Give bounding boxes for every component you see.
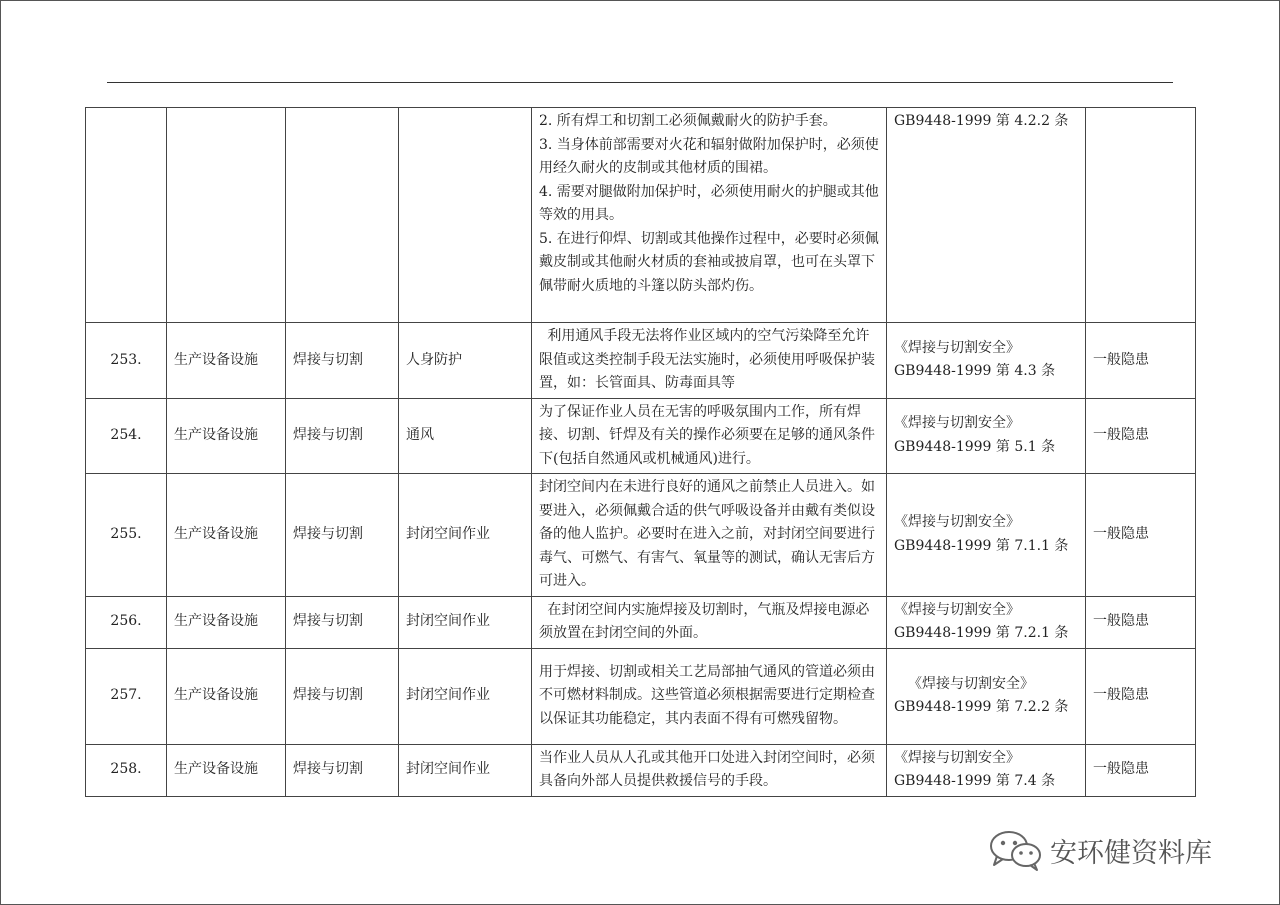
reference-title: 《焊接与切割安全》 xyxy=(894,601,1020,618)
cell-item: 通风 xyxy=(399,398,532,474)
cell-requirement: 在封闭空间内实施焊接及切割时，气瓶及焊接电源必须放置在封闭空间的外面。 xyxy=(532,596,887,648)
cell-reference xyxy=(887,596,1086,648)
table-row xyxy=(86,398,1196,474)
cell-category: 生产设备设施 xyxy=(167,744,286,796)
table-row xyxy=(86,596,1196,648)
cell-requirement xyxy=(532,108,887,323)
cell-level: 一般隐患 xyxy=(1086,648,1196,744)
requirement-line: 2. 所有焊工和切割工必须佩戴耐火的防护手套。 xyxy=(539,113,837,129)
cell-num: 255. xyxy=(86,474,167,597)
reference-title: 《焊接与切割安全》 xyxy=(894,749,1020,766)
reference-title: 《焊接与切割安全》 xyxy=(894,339,1020,356)
cell-subcategory: 焊接与切割 xyxy=(286,474,399,597)
reference-clause: GB9448-1999 第 4.2.2 条 xyxy=(894,113,1069,129)
cell-reference xyxy=(887,648,1086,744)
cell-reference xyxy=(887,474,1086,597)
cell-category: 生产设备设施 xyxy=(167,596,286,648)
cell-requirement: 为了保证作业人员在无害的呼吸氛围内工作，所有焊接、切割、钎焊及有关的操作必须要在足够的通风条件下(包括自然通风或机械通风)进行。 xyxy=(532,398,887,474)
cell-subcategory: 焊接与切割 xyxy=(286,323,399,399)
cell-num xyxy=(86,108,167,323)
table-row xyxy=(86,323,1196,399)
reference-clause: GB9448-1999 第 7.1.1 条 xyxy=(894,537,1069,554)
requirement-line: 5. 在进行仰焊、切割或其他操作过程中，必要时必须佩戴皮制或其他耐火材质的套袖或披肩罩，也可在头罩下佩带耐火质地的斗篷以防头部灼伤。 xyxy=(539,230,879,294)
cell-item: 人身防护 xyxy=(399,323,532,399)
reference-clause: GB9448-1999 第 7.2.1 条 xyxy=(894,625,1069,641)
cell-reference xyxy=(887,744,1086,796)
cell-reference xyxy=(887,323,1086,399)
cell-num: 253. xyxy=(86,323,167,399)
cell-requirement: 当作业人员从人孔或其他开口处进入封闭空间时，必须具备向外部人员提供救援信号的手段。 xyxy=(532,744,887,796)
cell-num: 256. xyxy=(86,596,167,648)
cell-level: 一般隐患 xyxy=(1086,596,1196,648)
cell-level: 一般隐患 xyxy=(1086,474,1196,597)
cell-category: 生产设备设施 xyxy=(167,648,286,744)
reference-clause: GB9448-1999 第 7.2.2 条 xyxy=(894,699,1069,715)
reference-clause: GB9448-1999 第 7.4 条 xyxy=(894,773,1056,789)
cell-item: 封闭空间作业 xyxy=(399,596,532,648)
cell-level: 一般隐患 xyxy=(1086,398,1196,474)
cell-subcategory: 焊接与切割 xyxy=(286,648,399,744)
cell-requirement: 用于焊接、切割或相关工艺局部抽气通风的管道必须由不可燃材料制成。这些管道必须根据需要进行定期检查以保证其功能稳定，其内表面不得有可燃残留物。 xyxy=(532,648,887,744)
hazard-table xyxy=(85,107,1196,797)
reference-clause: GB9448-1999 第 4.3 条 xyxy=(894,363,1056,380)
cell-num: 257. xyxy=(86,648,167,744)
wechat-icon xyxy=(988,828,1044,872)
cell-num: 254. xyxy=(86,398,167,474)
reference-title: 《焊接与切割安全》 xyxy=(894,514,1020,531)
table-row xyxy=(86,474,1196,597)
header-rule xyxy=(107,82,1173,83)
reference-title: 《焊接与切割安全》 xyxy=(894,415,1020,432)
table-row xyxy=(86,744,1196,796)
cell-level: 一般隐患 xyxy=(1086,323,1196,399)
cell-category xyxy=(167,108,286,323)
cell-item: 封闭空间作业 xyxy=(399,474,532,597)
cell-category: 生产设备设施 xyxy=(167,474,286,597)
cell-reference xyxy=(887,398,1086,474)
cell-subcategory: 焊接与切割 xyxy=(286,596,399,648)
cell-category: 生产设备设施 xyxy=(167,398,286,474)
cell-item: 封闭空间作业 xyxy=(399,648,532,744)
cell-requirement: 封闭空间内在未进行良好的通风之前禁止人员进入。如要进入，必须佩戴合适的供气呼吸设备并由戴有类似设备的他人监护。必要时在进入之前，对封闭空间要进行毒气、可燃气、有害气、氧量等的测试，确认无害后方可进入。 xyxy=(532,474,887,597)
reference-title: 《焊接与切割安全》 xyxy=(908,675,1034,692)
watermark-text: 安环健资料库 xyxy=(1050,837,1212,869)
cell-category: 生产设备设施 xyxy=(167,323,286,399)
reference-clause: GB9448-1999 第 5.1 条 xyxy=(894,438,1056,455)
cell-subcategory: 焊接与切割 xyxy=(286,398,399,474)
cell-item: 封闭空间作业 xyxy=(399,744,532,796)
cell-requirement: 利用通风手段无法将作业区域内的空气污染降至允许限值或这类控制手段无法实施时，必须使用呼吸保护装置，如：长管面具、防毒面具等 xyxy=(532,323,887,399)
requirement-line: 4. 需要对腿做附加保护时，必须使用耐火的护腿或其他等效的用具。 xyxy=(539,183,879,223)
watermark xyxy=(988,828,1212,872)
cell-item xyxy=(399,108,532,323)
cell-num: 258. xyxy=(86,744,167,796)
table-row xyxy=(86,648,1196,744)
cell-level: 一般隐患 xyxy=(1086,744,1196,796)
table-row-continuation xyxy=(86,108,1196,323)
cell-subcategory xyxy=(286,108,399,323)
requirement-line: 3. 当身体前部需要对火花和辐射做附加保护时，必须使用经久耐火的皮制或其他材质的围裙。 xyxy=(539,136,879,176)
cell-subcategory: 焊接与切割 xyxy=(286,744,399,796)
cell-level xyxy=(1086,108,1196,323)
cell-reference xyxy=(887,108,1086,323)
